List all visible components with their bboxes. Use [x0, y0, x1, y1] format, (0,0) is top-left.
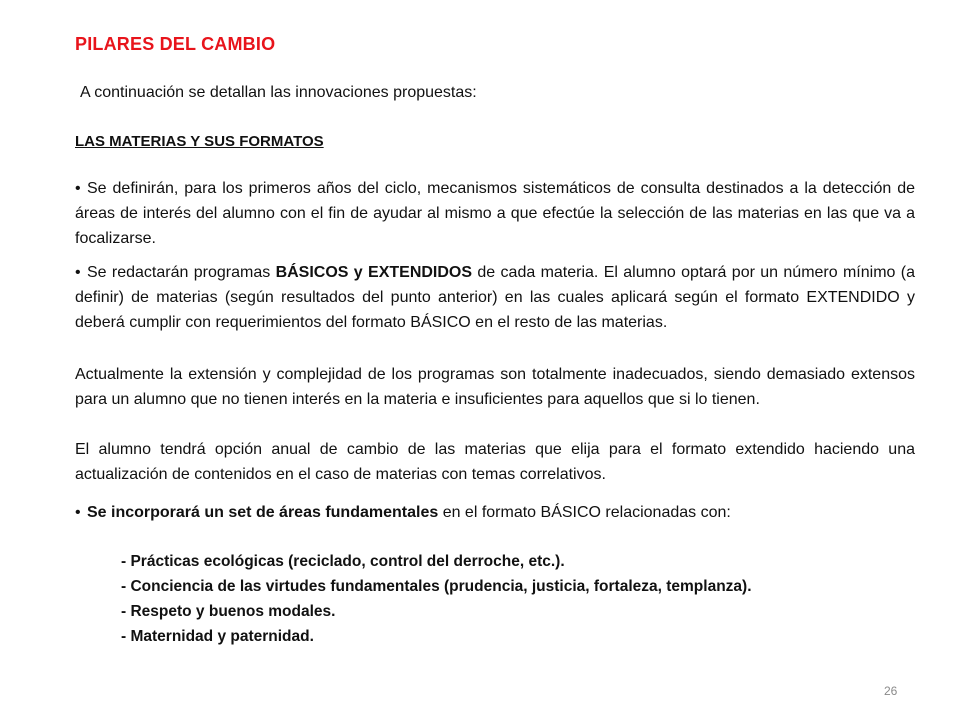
paragraph-3: Actualmente la extensión y complejidad de los programas son totalmente inadecuados, siendo demasiado extensos para un alumno que no tienen interés en la materia e insuficientes para aquellos que si lo tienen.	[75, 366, 915, 408]
page-number: 26	[884, 684, 898, 698]
list-item: - Maternidad y paternidad.	[121, 628, 314, 645]
list-item: - Conciencia de las virtudes fundamentales (prudencia, justicia, fortaleza, templanza).	[121, 578, 752, 595]
fundamental-areas-list	[121, 549, 752, 649]
bullet-paragraph-1	[75, 176, 915, 251]
bullet-icon: •	[75, 504, 81, 521]
paragraph-text-end: de cada materia. El alumno optará por un número mínimo (a definir) de materias (según resultados del punto anterior) en las cuales aplicará según el formato EXTENDIDO y deberá cumplir con requerimientos del formato BÁSICO en el resto de las materias.	[75, 264, 915, 331]
section-heading: LAS MATERIAS Y SUS FORMATOS	[75, 133, 324, 150]
list-item: - Prácticas ecológicas (reciclado, control del derroche, etc.).	[121, 553, 565, 570]
list-item: - Respeto y buenos modales.	[121, 603, 336, 620]
bullet-paragraph-2	[75, 260, 915, 335]
bullet-icon: •	[75, 264, 81, 281]
intro-text: A continuación se detallan las innovaciones propuestas:	[80, 84, 477, 101]
paragraph-text-start: Se redactarán programas	[87, 264, 271, 281]
paragraph-text: Se definirán, para los primeros años del ciclo, mecanismos sistemáticos de consulta destinados a la detección de áreas de interés del alumno con el fin de ayudar al mismo a que efectúe la selección de las materias en las que va a focalizarse.	[75, 180, 915, 247]
bullet-icon: •	[75, 180, 81, 197]
bullet-paragraph-5	[75, 500, 915, 525]
paragraph-4: El alumno tendrá opción anual de cambio de las materias que elija para el formato extendido haciendo una actualización de contenidos en el caso de materias con temas correlativos.	[75, 441, 915, 483]
paragraph-text-bold: Se incorporará un set de áreas fundamentales	[87, 504, 439, 521]
paragraph-text-end: en el formato BÁSICO relacionadas con:	[442, 504, 731, 521]
slide-title: PILARES DEL CAMBIO	[75, 34, 276, 54]
paragraph-text-bold: BÁSICOS y EXTENDIDOS	[275, 264, 473, 281]
